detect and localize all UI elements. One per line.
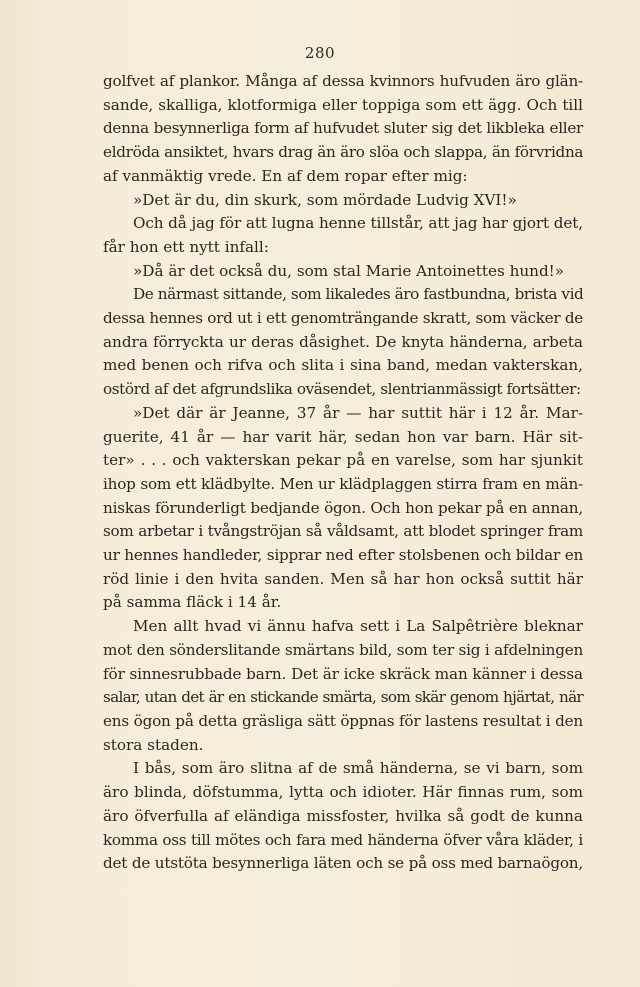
text-line: andra förryckta ur deras dåsighet. De knyta händerna, arbeta	[103, 332, 583, 351]
text-line: äro öfverfulla af eländiga missfoster, hvilka så godt de kunna	[103, 806, 583, 825]
text-line: ter» . . . och vakterskan pekar på en varelse, som har sjunkit	[103, 451, 583, 470]
text-line: stora staden.	[103, 735, 204, 754]
text-line: äro blinda, döfstumma, lytta och idioter. Här finnas rum, som	[103, 783, 583, 802]
text-line: I bås, som äro slitna af de små händerna, se vi barn, som	[133, 759, 583, 778]
text-line: komma oss till mötes och fara med händerna öfver våra kläder, i	[103, 830, 583, 849]
text-line: eldröda ansiktet, hvars drag än äro slöa och slappa, än förvridna	[103, 143, 584, 162]
text-line: »Då är det också du, som stal Marie Antoinettes hund!»	[133, 261, 565, 280]
text-line: ens ögon på detta gräsliga sätt öppnas för lastens resultat i den	[103, 711, 583, 730]
text-line: ihop som ett klädbylte. Men ur klädplaggen stirra fram en män-	[103, 474, 583, 493]
text-line: salar, utan det är en stickande smärta, som skär genom hjärtat, när	[103, 688, 583, 707]
text-line: som arbetar i tvångströjan så våldsamt, att blodet springer fram	[103, 522, 583, 541]
text-line: på samma fläck i 14 år.	[103, 593, 282, 612]
text-line: af vanmäktig vrede. En af dem ropar efter mig:	[103, 166, 468, 185]
text-line: Men allt hvad vi ännu hafva sett i La Salpêtrière bleknar	[133, 617, 583, 636]
page-number: 280	[304, 44, 336, 62]
text-line: Och då jag för att lugna henne tillstår, att jag har gjort det,	[133, 214, 583, 233]
text-line: golfvet af plankor. Många af dessa kvinnors hufvuden äro glän-	[103, 72, 583, 90]
text-line: guerite, 41 år — har varit här, sedan hon var barn. Här sit-	[103, 427, 583, 446]
text-line: De närmast sittande, som likaledes äro fastbundna, brista vid	[133, 285, 584, 304]
text-line: denna besynnerliga form af hufvudet sluter sig det likbleka eller	[103, 119, 583, 138]
text-line: det de utstöta besynnerliga läten och se på oss med barnaögon,	[103, 854, 583, 873]
text-line: får hon ett nytt infall:	[103, 237, 269, 256]
text-line: ur hennes handleder, sipprar ned efter stolsbenen och bildar en	[103, 546, 584, 565]
text-line: »Det där är Jeanne, 37 år — har suttit här i 12 år. Mar-	[133, 403, 583, 422]
text-line: sande, skalliga, klotformiga eller toppiga som ett ägg. Och till	[103, 95, 583, 114]
text-line: »Det är du, din skurk, som mördade Ludvig XVI!»	[133, 190, 517, 209]
text-line: dessa hennes ord ut i ett genomträngande skratt, som väcker de	[103, 309, 583, 328]
text-line: mot den sönderslitande smärtans bild, som ter sig i afdelningen	[103, 640, 584, 659]
text-line: röd linie i den hvita sanden. Men så har hon också suttit här	[103, 569, 583, 588]
body-text	[103, 70, 583, 876]
text-line: för sinnesrubbade barn. Det är icke skräck man känner i dessa	[103, 664, 583, 683]
text-line: ostörd af det afgrundslika oväsendet, slentrianmässigt fortsätter:	[103, 380, 581, 399]
text-line: niskas förunderligt bedjande ögon. Och hon pekar på en annan,	[103, 498, 583, 517]
text-line: med benen och rifva och slita i sina band, medan vakterskan,	[103, 356, 583, 375]
